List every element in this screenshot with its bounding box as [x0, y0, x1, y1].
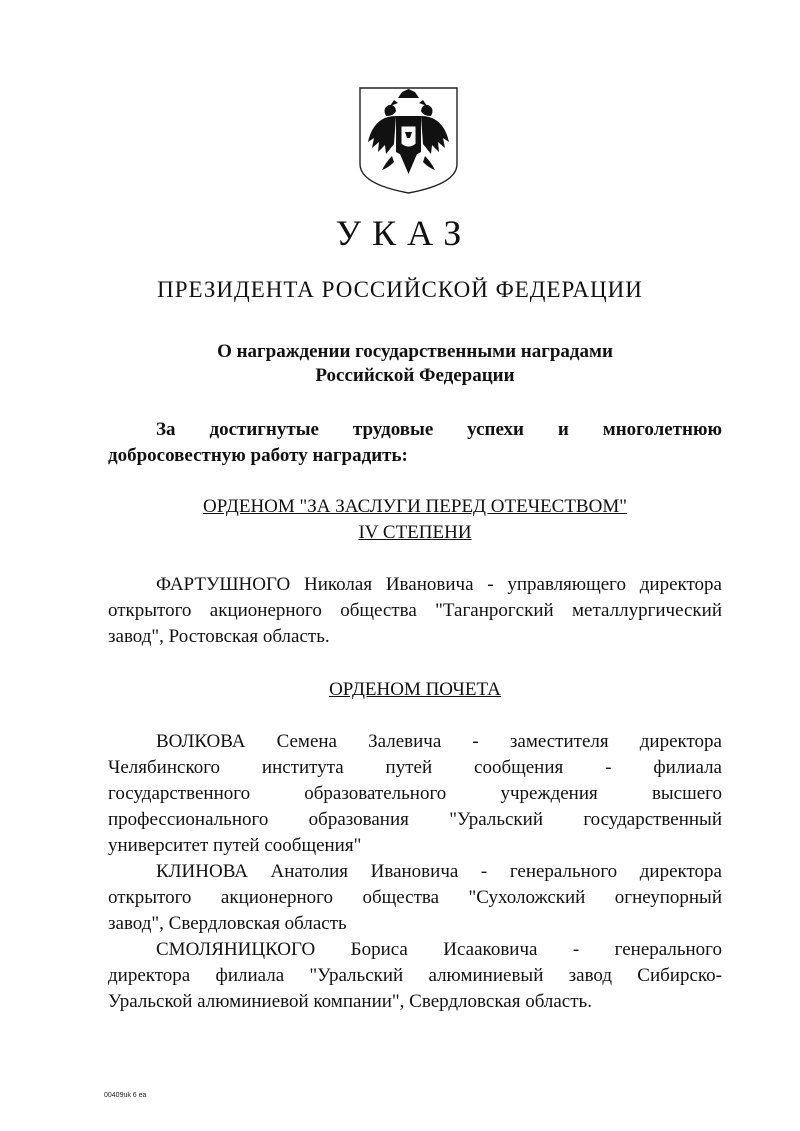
awardee-line: открытого акционерного общества "Сухоложский огнеупорный: [108, 887, 722, 908]
subject-line: Российской Федерации: [315, 365, 515, 386]
intro-paragraph: [108, 417, 722, 469]
document-title: УКАЗ: [335, 213, 473, 253]
awardee-paragraph: [108, 937, 722, 1015]
order-heading-line: ОРДЕНОМ ПОЧЕТА: [329, 679, 501, 700]
awardee-line: Уральской алюминиевой компании", Свердловская область.: [108, 991, 592, 1012]
order-heading: [0, 677, 800, 703]
document-subtitle: ПРЕЗИДЕНТА РОССИЙСКОЙ ФЕДЕРАЦИИ: [157, 277, 643, 302]
awardee-line: Челябинского института путей сообщения - филиала: [108, 757, 722, 778]
subject-line: О награждении государственными наградами: [217, 341, 613, 362]
awardee-paragraph: [108, 729, 722, 859]
document-code: 00409uk 6 ea: [104, 1092, 147, 1099]
order-heading-line: ОРДЕНОМ "ЗА ЗАСЛУГИ ПЕРЕД ОТЕЧЕСТВОМ": [203, 496, 627, 517]
awardee-line: директора филиала "Уральский алюминиевый завод Сибирско-: [108, 965, 722, 986]
awardee-line: университет путей сообщения": [108, 835, 362, 856]
awardee-paragraph: [108, 859, 722, 937]
awardee-line: завод", Ростовская область.: [108, 626, 330, 647]
intro-line: добросовестную работу наградить:: [108, 445, 408, 466]
awardee-line: ФАРТУШНОГО Николая Ивановича - управляющего директора: [156, 574, 722, 595]
decree-subject: [0, 340, 800, 388]
awardee-line: открытого акционерного общества "Таганрогский металлургический: [108, 600, 722, 621]
awardee-line: КЛИНОВА Анатолия Ивановича - генерального директора: [156, 861, 722, 882]
awardee-line: ВОЛКОВА Семена Залевича - заместителя директора: [156, 731, 722, 752]
awardee-paragraph: [108, 572, 722, 650]
order-heading-line: IV СТЕПЕНИ: [358, 522, 472, 543]
awardee-line: СМОЛЯНИЦКОГО Бориса Исааковича - генерального: [156, 939, 722, 960]
awardee-line: завод", Свердловская область: [108, 913, 347, 934]
order-heading: [0, 494, 800, 546]
coat-of-arms-icon: [358, 86, 459, 195]
intro-line: За достигнутые трудовые успехи и многолетнюю: [156, 419, 722, 440]
awardee-line: профессионального образования "Уральский государственный: [108, 809, 722, 830]
awardee-line: государственного образовательного учреждения высшего: [108, 783, 722, 804]
